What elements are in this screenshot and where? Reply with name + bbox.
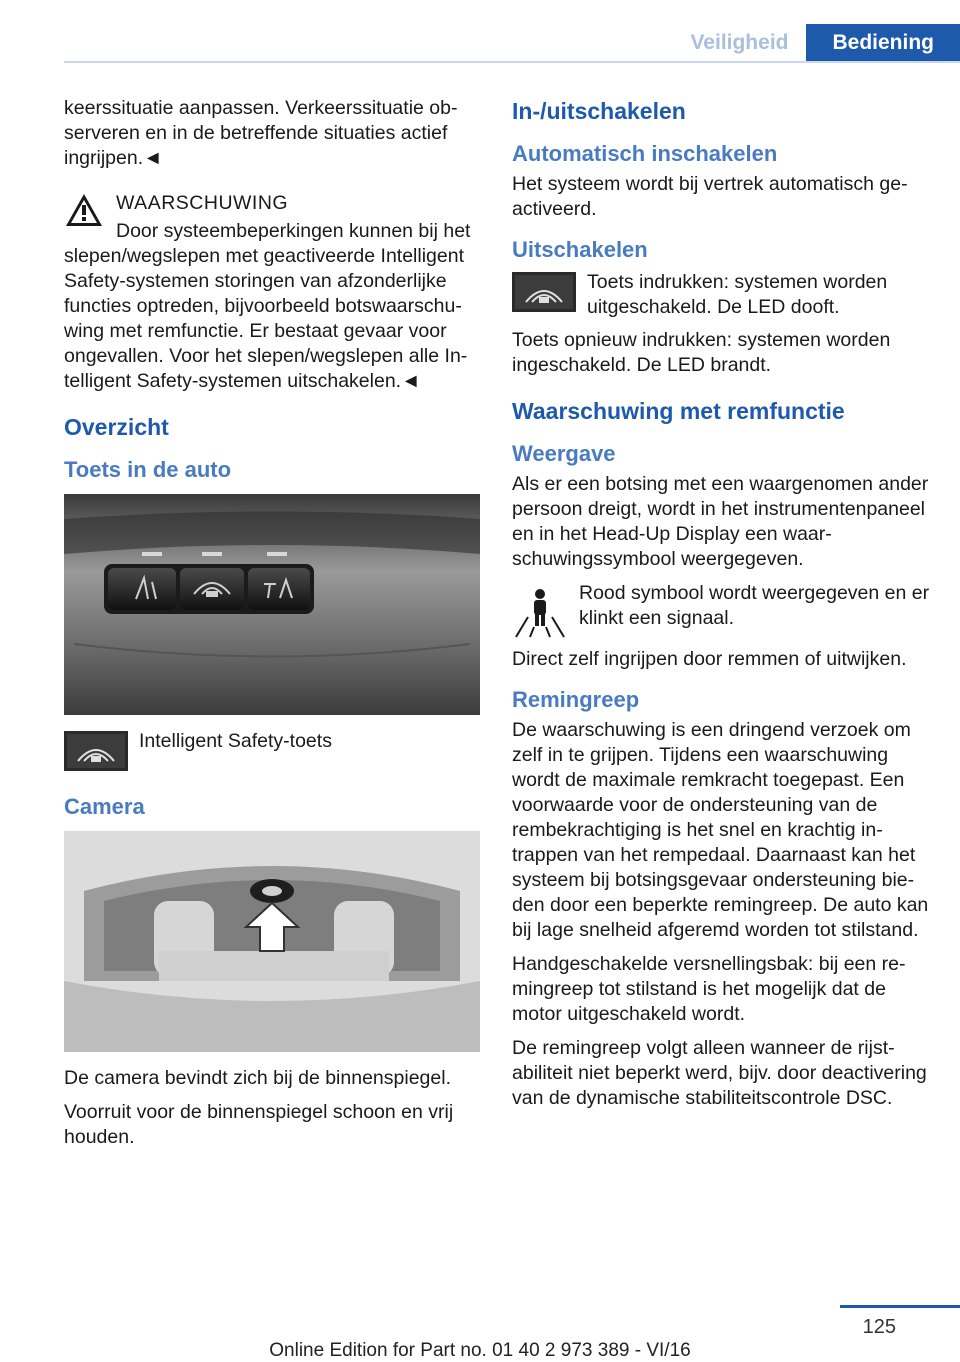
remingreep-paragraph-1: De waarschuwing is een dringend verzoek om zelf in te grijpen. Tijdens een waarschuwing wordt de maximale remkracht toegepast. Een voorwaarde voor de ondersteuning van de rembekrachtiging is het snel en krachtig intrappen van het rempedaal. Daarnaast kan het systeem bij botsingsgevaar ondersteuning bieden door een beperkte remingreep. De auto kan bij lage snelheid afgeremd worden tot stilstand. — [512, 719, 929, 941]
warning-block — [64, 191, 482, 394]
safety-off-button-icon — [512, 272, 576, 312]
heading-waarschuwing-met-remfunctie: Waarschuwing met remfunctie — [512, 398, 845, 424]
tab-bediening[interactable]: Bediening — [806, 24, 960, 62]
pedestrian-warning-icon — [512, 583, 568, 639]
heading-in-uitschakelen: In-/uitschakelen — [512, 98, 686, 124]
heading-weergave: Weergave — [512, 441, 616, 466]
safety-button-row — [64, 729, 482, 779]
heading-uitschakelen: Uitschakelen — [512, 237, 648, 262]
uitschakelen-paragraph: Toets opnieuw indrukken: systemen worden ingeschakeld. De LED brandt. — [512, 329, 891, 376]
warning-text: Door systeembeperkingen kunnen bij het slepen/wegslepen met geactiveerde Intelligent Safety-systemen storingen van afzonderlijke functies optreden, bijvoorbeeld botswaarschuwing met remfunctie. Er bestaat gevaar voor ongevallen. Voor het slepen/wegslepen alle Intelligent Safety-systemen uitschakelen.◄ — [64, 220, 471, 392]
warning-symbol-row — [512, 581, 930, 639]
left-column — [64, 96, 482, 1159]
tab-veiligheid[interactable]: Veiligheid — [690, 31, 789, 54]
page-number: 125 — [862, 1316, 896, 1338]
camera-location-photo — [64, 831, 480, 1052]
intro-paragraph: keerssituatie aanpassen. Verkeerssituatie observeren en in de betreffende situaties actief ingrijpen.◄ — [64, 97, 458, 169]
warning-triangle-icon — [64, 191, 104, 229]
heading-camera: Camera — [64, 794, 145, 819]
heading-toets-in-de-auto: Toets in de auto — [64, 457, 232, 482]
chapter-tabs — [672, 24, 960, 62]
remingreep-paragraph-2: Handgeschakelde versnellingsbak: bij een remingreep tot stilstand is het mogelijk dat de motor uitgeschakeld wordt. — [512, 953, 906, 1025]
safety-button-label: Intelligent Safety-toets — [139, 730, 332, 752]
edition-footer: Online Edition for Part no. 01 40 2 973 389 - VI/16 — [269, 1340, 691, 1361]
footer-rule — [840, 1305, 960, 1308]
heading-remingreep: Remingreep — [512, 687, 640, 712]
camera-paragraph-2: Voorruit voor de binnenspiegel schoon en vrij houden. — [64, 1101, 454, 1148]
heading-overzicht: Overzicht — [64, 414, 169, 440]
camera-paragraph-1: De camera bevindt zich bij de binnenspiegel. — [64, 1067, 451, 1089]
button-panel-photo — [64, 494, 480, 715]
intelligent-safety-button-icon — [64, 731, 128, 771]
right-column — [512, 96, 930, 1120]
uitschakelen-text: Toets indrukken: systemen worden uitgeschakeld. De LED dooft. — [587, 271, 888, 318]
direct-ingrijpen-paragraph: Direct zelf ingrijpen door remmen of uitwijken. — [512, 648, 907, 670]
weergave-paragraph: Als er een botsing met een waargenomen ander persoon dreigt, wordt in het instrumentenpaneel en in het Head-Up Display een waarschuwingssymbool weergegeven. — [512, 473, 929, 570]
uitschakelen-row — [512, 270, 930, 320]
header-rule — [64, 61, 960, 63]
remingreep-paragraph-3: De remingreep volgt alleen wanneer de rijstabiliteit niet beperkt werd, bijv. door deactivering van de dynamische stabiliteitscontrole DSC. — [512, 1037, 927, 1109]
heading-automatisch-inschakelen: Automatisch inschakelen — [512, 141, 778, 166]
warning-symbol-text: Rood symbool wordt weergegeven en er klinkt een signaal. — [579, 582, 930, 629]
warning-title: WAARSCHUWING — [116, 192, 289, 214]
auto-paragraph: Het systeem wordt bij vertrek automatisch geactiveerd. — [512, 173, 908, 220]
